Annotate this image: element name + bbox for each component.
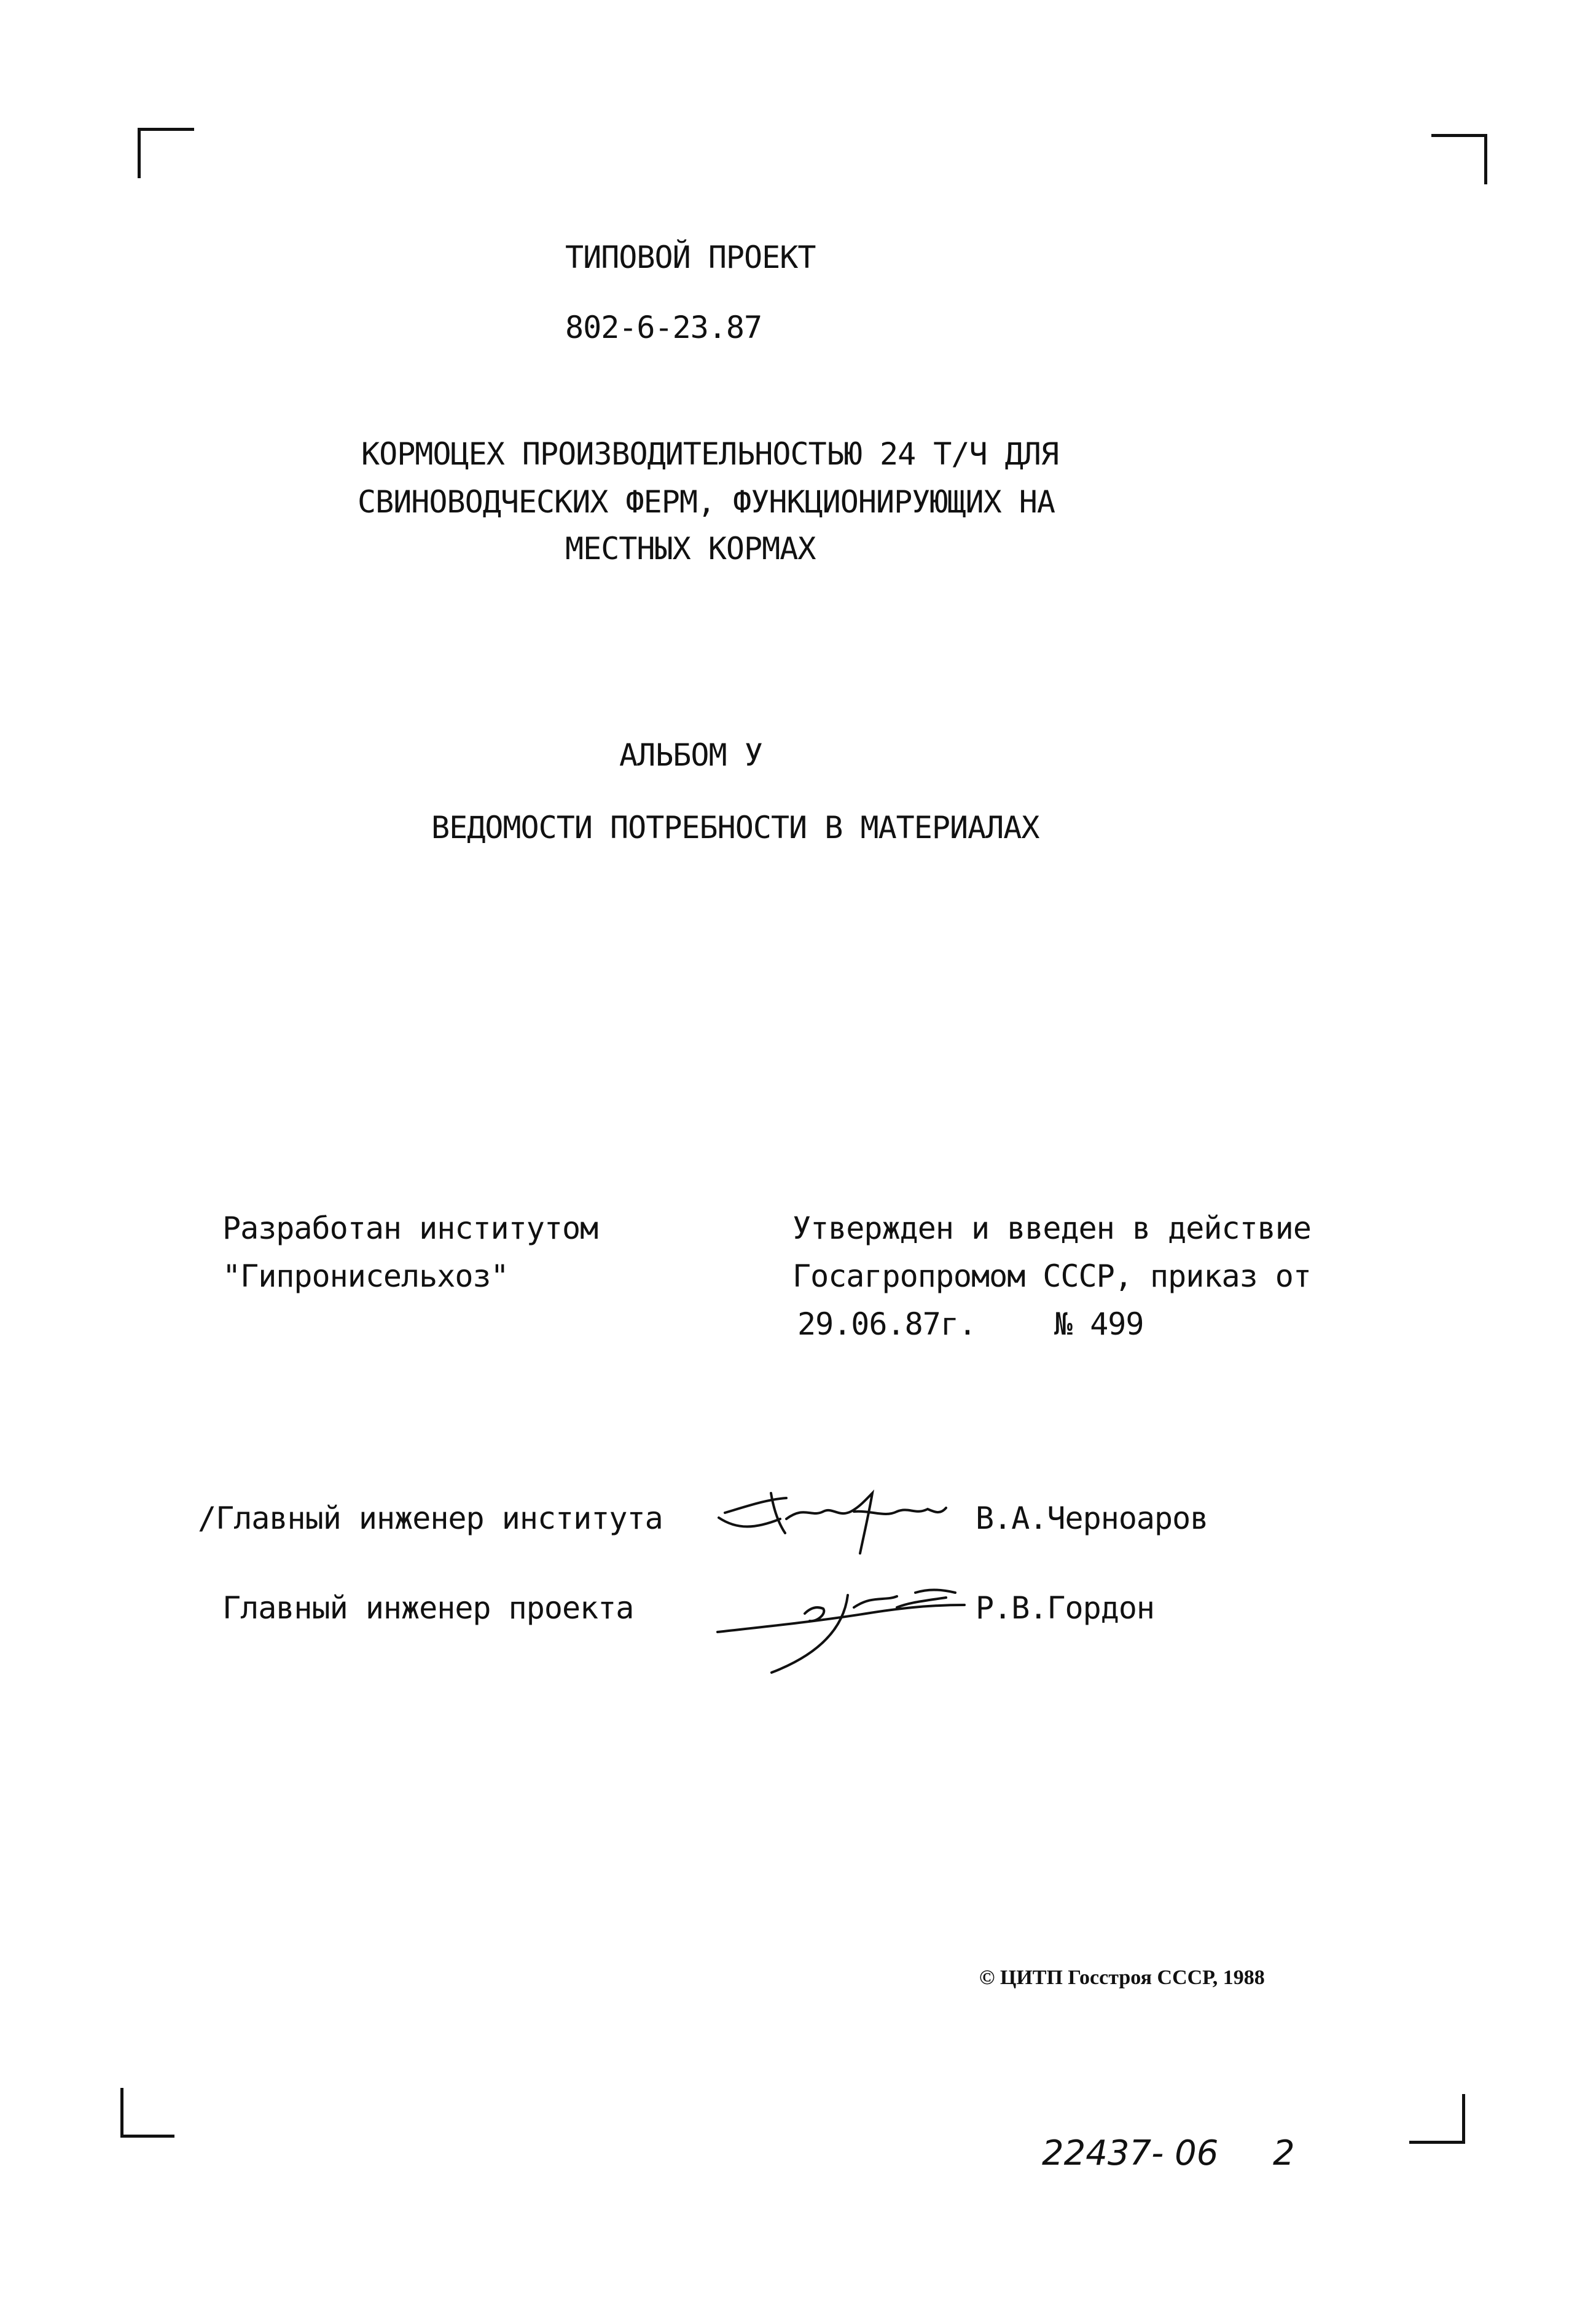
chief-engineer-project-label: Главный инженер проекта [222,1590,634,1626]
album-name: АЛЬБОМ У [619,737,762,773]
chief-engineer-institute-name: В.А.Черноаров [976,1500,1208,1536]
approval-date: 29.06.87г. [797,1306,977,1342]
album-subtitle: ВЕДОМОСТИ ПОТРЕБНОСТИ В МАТЕРИАЛАХ [431,810,1039,845]
title-line-3: МЕСТНЫХ КОРМАХ [565,531,816,567]
archive-number: 22437- 06 [1042,2133,1219,2173]
page-number: 2 [1273,2133,1295,2173]
chief-engineer-project-name: Р.В.Гордон [976,1590,1155,1626]
approval-line-1: Утвержден и введен в действие [792,1210,1311,1246]
approval-order-number: № 499 [1054,1306,1144,1342]
project-type: ТИПОВОЙ ПРОЕКТ [565,240,816,275]
developer-institute: "Гипронисельхоз" [222,1258,509,1294]
project-code: 802-6-23.87 [565,310,762,345]
signature-chief-engineer-project [713,1571,971,1681]
chief-engineer-institute-label: /Главный инженер института [198,1500,663,1536]
title-line-2: СВИНОВОДЧЕСКИХ ФЕРМ, ФУНКЦИОНИРУЮЩИХ НА [358,484,1055,520]
copyright-notice: © ЦИТП Госстроя СССР, 1988 [979,1966,1265,1989]
approval-line-2: Госагропромом СССР, приказ от [792,1258,1311,1294]
title-line-1: КОРМОЦЕХ ПРОИЗВОДИТЕЛЬНОСТЬЮ 24 Т/Ч ДЛЯ [361,436,1058,472]
developer-line-1: Разработан институтом [222,1210,598,1246]
signature-chief-engineer-institute [713,1475,952,1561]
